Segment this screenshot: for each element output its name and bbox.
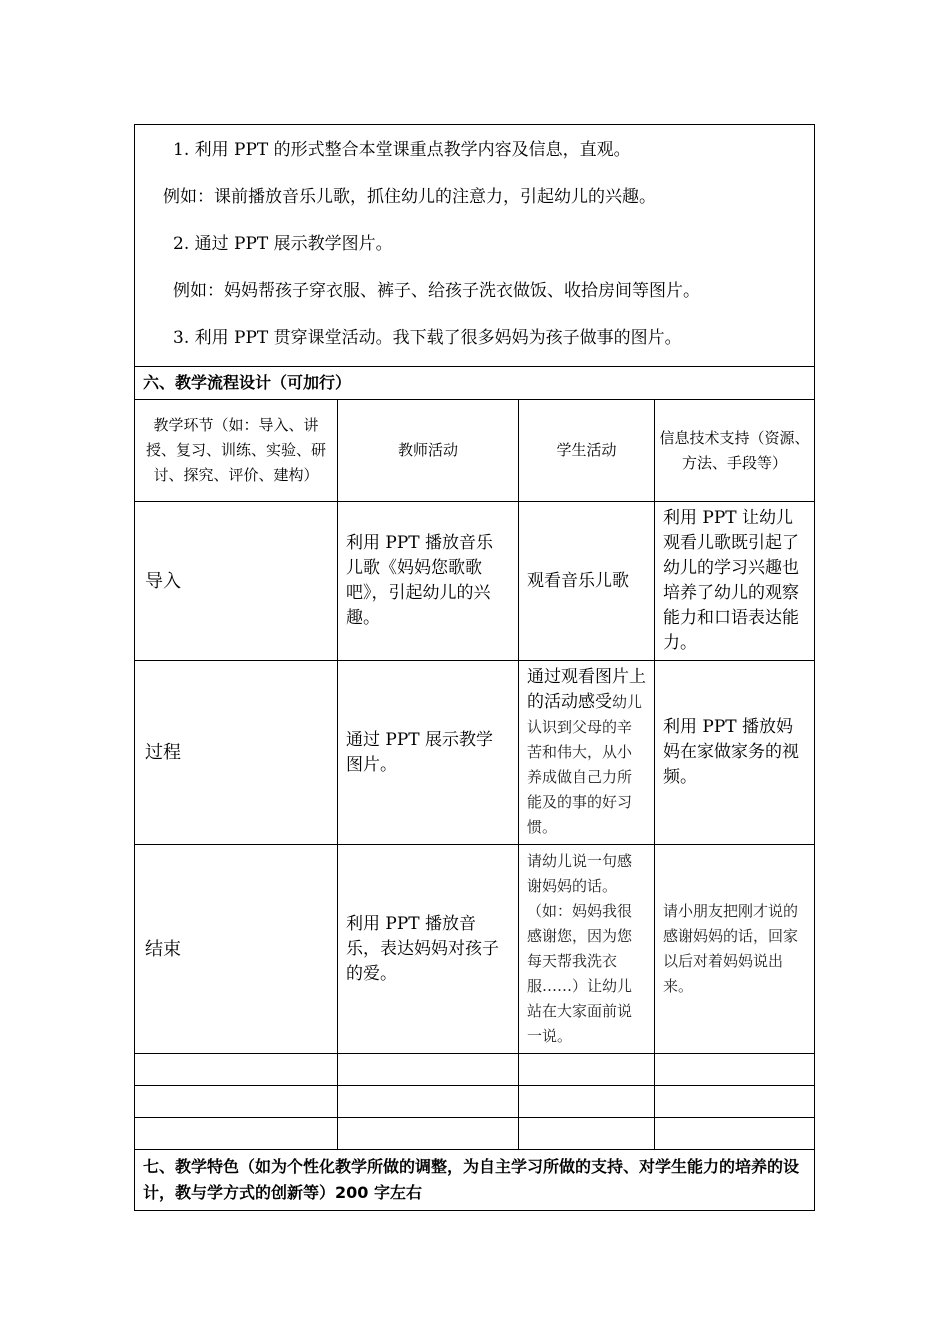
student-activity-extra: 请幼儿说一句感谢妈妈的话。（如：妈妈我很感谢您，因为您每天帮我洗衣服……）让幼儿站在大家面前说一说。 bbox=[527, 852, 633, 1045]
empty-cell bbox=[655, 1054, 815, 1086]
intro-line-2: 例如：课前播放音乐儿歌，抓住幼儿的注意力，引起幼儿的兴趣。 bbox=[163, 187, 656, 207]
empty-cell bbox=[655, 1118, 815, 1150]
student-activity bbox=[519, 502, 655, 661]
section7-row bbox=[135, 1150, 815, 1211]
empty-row bbox=[135, 1118, 815, 1150]
empty-row bbox=[135, 1054, 815, 1086]
lesson-plan-sheet bbox=[134, 124, 814, 1211]
lesson-plan-table bbox=[134, 124, 815, 1211]
tech-support: 利用 PPT 让幼儿观看儿歌既引起了幼儿的学习兴趣也培养了幼儿的观察能力和口语表达能力。 bbox=[655, 502, 815, 661]
empty-cell bbox=[338, 1086, 519, 1118]
empty-cell bbox=[519, 1118, 655, 1150]
stage-cell: 结束 bbox=[135, 845, 338, 1054]
header-row bbox=[135, 400, 815, 502]
table-row bbox=[135, 661, 815, 845]
table-row bbox=[135, 502, 815, 661]
header-teacher: 教师活动 bbox=[338, 400, 519, 502]
teacher-activity: 利用 PPT 播放音乐，表达妈妈对孩子的爱。 bbox=[338, 845, 519, 1054]
student-activity bbox=[519, 845, 655, 1054]
header-tech: 信息技术支持（资源、方法、手段等） bbox=[655, 400, 815, 502]
empty-cell bbox=[338, 1118, 519, 1150]
teacher-activity: 利用 PPT 播放音乐儿歌《妈妈您歌歌吧》，引起幼儿的兴趣。 bbox=[338, 502, 519, 661]
empty-cell bbox=[135, 1054, 338, 1086]
stage-cell: 导入 bbox=[135, 502, 338, 661]
intro-row bbox=[135, 125, 815, 367]
empty-cell bbox=[655, 1086, 815, 1118]
section7-title: 七、教学特色（如为个性化教学所做的调整，为自主学习所做的支持、对学生能力的培养的设计，教与学方式的创新等）200 字左右 bbox=[135, 1150, 815, 1211]
intro-line-3: 2. 通过 PPT 展示教学图片。 bbox=[173, 234, 393, 254]
teacher-activity: 通过 PPT 展示教学图片。 bbox=[338, 661, 519, 845]
intro-line-5: 3. 利用 PPT 贯穿课堂活动。我下载了很多妈妈为孩子做事的图片。 bbox=[173, 328, 682, 348]
empty-cell bbox=[338, 1054, 519, 1086]
empty-cell bbox=[135, 1118, 338, 1150]
intro-line-4: 例如：妈妈帮孩子穿衣服、裤子、给孩子洗衣做饭、收拾房间等图片。 bbox=[173, 281, 700, 301]
section6-row bbox=[135, 367, 815, 400]
intro-cell bbox=[135, 125, 815, 367]
tech-support: 利用 PPT 播放妈妈在家做家务的视频。 bbox=[655, 661, 815, 845]
table-row bbox=[135, 845, 815, 1054]
empty-cell bbox=[519, 1054, 655, 1086]
empty-cell bbox=[135, 1086, 338, 1118]
stage-cell: 过程 bbox=[135, 661, 338, 845]
intro-line-1: 1. 利用 PPT 的形式整合本堂课重点教学内容及信息，直观。 bbox=[173, 140, 631, 160]
section6-title: 六、教学流程设计（可加行） bbox=[135, 367, 815, 400]
tech-support: 请小朋友把刚才说的感谢妈妈的话，回家以后对着妈妈说出来。 bbox=[655, 845, 815, 1054]
student-activity bbox=[519, 661, 655, 845]
student-activity-main: 观看音乐儿歌 bbox=[527, 570, 629, 591]
empty-row bbox=[135, 1086, 815, 1118]
student-activity-extra: 幼儿认识到父母的辛苦和伟大，从小养成做自己力所能及的事的好习惯。 bbox=[527, 693, 643, 836]
student-activity-main: 通过观看图片上的活动感受 bbox=[527, 667, 646, 712]
header-student: 学生活动 bbox=[519, 400, 655, 502]
empty-cell bbox=[519, 1086, 655, 1118]
header-stage: 教学环节（如：导入、讲授、复习、训练、实验、研讨、探究、评价、建构） bbox=[135, 400, 338, 502]
